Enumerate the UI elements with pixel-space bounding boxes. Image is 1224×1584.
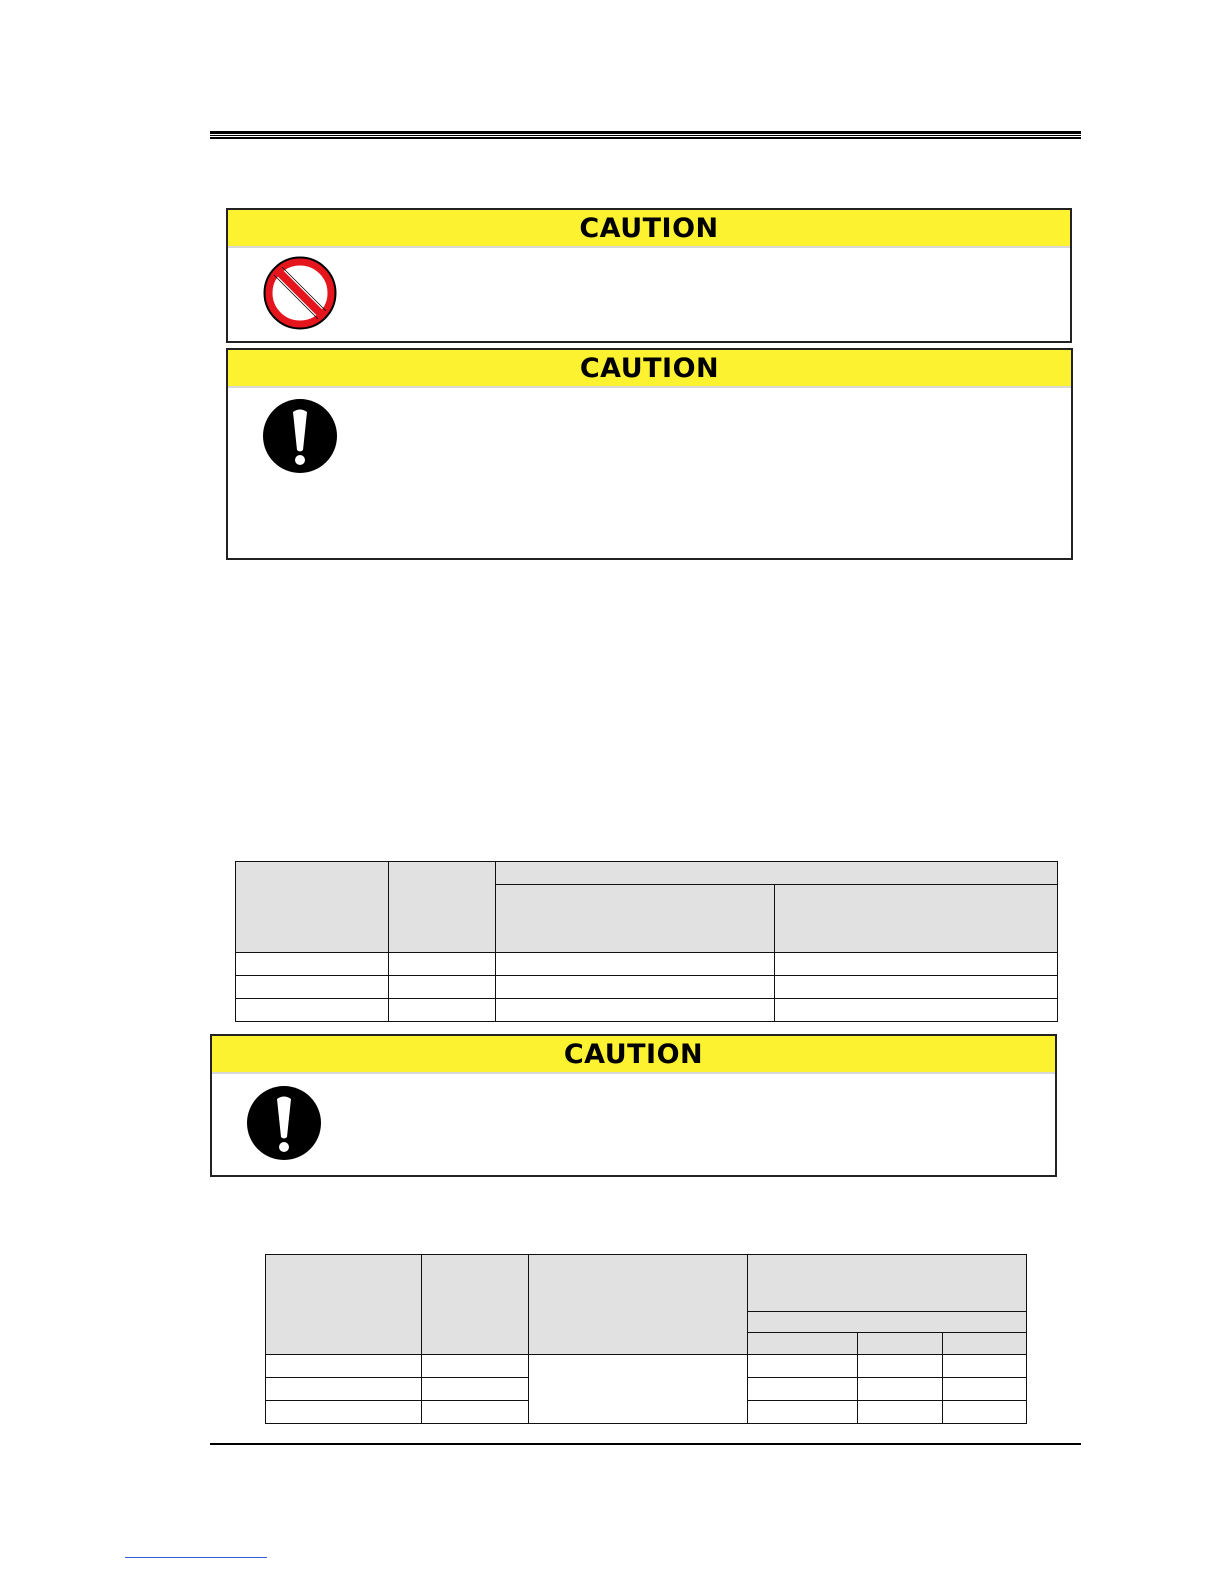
table1-header-cell <box>496 862 1058 885</box>
prohibition-icon <box>260 253 340 338</box>
header-rule <box>210 131 1081 139</box>
footer-rule <box>210 1443 1081 1445</box>
table2-cell <box>266 1401 422 1424</box>
table2-cell <box>422 1378 529 1401</box>
table2-cell <box>748 1355 858 1378</box>
caution-heading: CAUTION <box>579 212 719 244</box>
table1-cell <box>496 976 775 999</box>
spec-table-2 <box>265 1254 1027 1424</box>
caution-body <box>228 388 1071 558</box>
table1-cell <box>775 976 1058 999</box>
table2-header-cell <box>748 1255 1027 1312</box>
table-row <box>266 1355 1027 1378</box>
table1-cell <box>496 999 775 1022</box>
table2-cell <box>422 1401 529 1424</box>
caution-body <box>212 1074 1055 1175</box>
table2-header-cell <box>266 1255 422 1355</box>
exclamation-icon <box>246 1085 322 1166</box>
table2-cell <box>858 1401 943 1424</box>
table2-cell <box>266 1355 422 1378</box>
table2-cell <box>943 1355 1027 1378</box>
caution-heading: CAUTION <box>579 352 720 384</box>
table-row <box>236 999 1058 1022</box>
caution-box-warning-1 <box>226 348 1073 560</box>
footer-link-underline[interactable] <box>125 1557 267 1558</box>
table1-cell <box>236 976 389 999</box>
table2-cell <box>943 1401 1027 1424</box>
table2-merged-cell <box>529 1355 748 1424</box>
table2-header-cell <box>858 1333 943 1355</box>
table1-cell <box>389 976 496 999</box>
caution-banner <box>228 210 1070 248</box>
caution-box-warning-2 <box>210 1034 1057 1177</box>
table2-header-cell <box>943 1333 1027 1355</box>
caution-box-prohibition <box>226 208 1072 343</box>
table1-cell <box>775 999 1058 1022</box>
caution-banner <box>228 350 1071 388</box>
table2-cell <box>858 1378 943 1401</box>
table-row <box>236 976 1058 999</box>
table2-cell <box>266 1378 422 1401</box>
caution-banner <box>212 1036 1055 1074</box>
table2-header-cell <box>748 1312 1027 1333</box>
table1-header-cell <box>496 885 775 953</box>
exclamation-icon <box>262 398 338 479</box>
table1-cell <box>496 953 775 976</box>
caution-body <box>228 248 1070 341</box>
table2-header-cell <box>422 1255 529 1355</box>
caution-heading: CAUTION <box>563 1038 704 1070</box>
table1-cell <box>389 953 496 976</box>
table2-cell <box>748 1401 858 1424</box>
table1-cell <box>236 953 389 976</box>
table1-cell <box>389 999 496 1022</box>
table2-cell <box>858 1355 943 1378</box>
table1-header-cell <box>236 862 389 953</box>
table1-cell <box>236 999 389 1022</box>
table-row <box>236 953 1058 976</box>
table1-cell <box>775 953 1058 976</box>
table1-header-cell <box>775 885 1058 953</box>
table2-cell <box>748 1378 858 1401</box>
spec-table-1 <box>235 861 1058 1022</box>
table2-cell <box>943 1378 1027 1401</box>
table1-header-cell <box>389 862 496 953</box>
table2-header-cell <box>529 1255 748 1355</box>
table2-cell <box>422 1355 529 1378</box>
table2-header-cell <box>748 1333 858 1355</box>
